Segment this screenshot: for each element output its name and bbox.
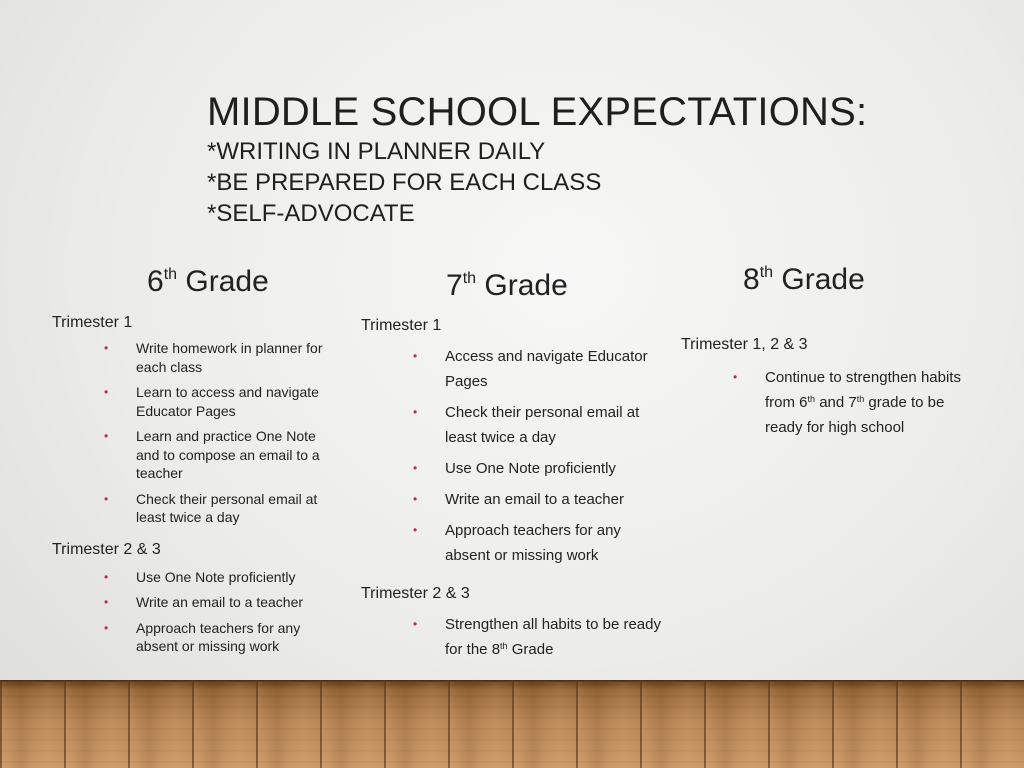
bullet-list	[361, 344, 666, 568]
grade-suffix: th	[759, 264, 774, 281]
bullet-icon: •	[104, 491, 109, 506]
list-item	[104, 427, 342, 483]
list-item-text: Approach teachers for any absent or missing work	[136, 619, 301, 654]
bullet-icon: •	[104, 620, 109, 635]
bullet-icon: •	[413, 617, 418, 631]
list-item	[413, 487, 666, 512]
bullet-icon: •	[733, 370, 738, 384]
bullet-icon: •	[104, 429, 109, 443]
grade-suffix: th	[462, 270, 477, 287]
list-item-text: Learn to access and navigate Educator Pages	[136, 384, 319, 419]
grade-6-heading	[147, 262, 342, 302]
grade-label: Grade	[484, 269, 568, 302]
list-item-text: Approach teachers for any absent or missing work	[445, 522, 621, 564]
list-item	[413, 400, 666, 450]
slide-title: MIDDLE SCHOOL EXPECTATIONS:	[207, 90, 868, 134]
list-item-text: Check their personal email at least twice a day	[136, 490, 318, 525]
bullet-icon: •	[104, 341, 109, 355]
list-item	[104, 383, 342, 420]
list-item-text: and 7	[815, 394, 857, 411]
list-item-text: Continue to strengthen habits from 6	[765, 369, 961, 411]
trimester-label: Trimester 1	[52, 314, 133, 331]
list-item	[413, 456, 666, 481]
grade-label: Grade	[185, 265, 269, 298]
list-item	[104, 568, 342, 587]
list-item-text: Check their personal email at least twice a day	[445, 404, 640, 446]
list-item-text: Use One Note proficiently	[136, 568, 296, 585]
bullet-list	[361, 612, 666, 662]
list-item-text: Write an email to a teacher	[136, 594, 304, 610]
bullet-list	[681, 365, 981, 440]
grade-number: 6	[147, 265, 164, 298]
expectation-line: *SELF-ADVOCATE	[207, 200, 415, 227]
expectation-line: *BE PREPARED FOR EACH CLASS	[207, 169, 602, 196]
list-item-text: Write homework in planner for each class	[136, 340, 323, 375]
bullet-icon: •	[104, 385, 109, 399]
list-item	[104, 593, 342, 612]
bullet-list	[52, 339, 342, 527]
list-item-text: Access and navigate Educator Pages	[445, 348, 648, 390]
list-item-text: Write an email to a teacher	[445, 491, 624, 508]
grade-7-heading	[446, 266, 666, 306]
list-item-text: Grade	[507, 641, 554, 658]
wood-grain-overlay	[0, 684, 1024, 768]
bullet-icon: •	[413, 523, 418, 537]
list-item-text: Learn and practice One Note and to compose an email to a teacher	[136, 428, 320, 481]
list-item	[104, 339, 342, 376]
list-item	[104, 619, 342, 656]
bullet-icon: •	[104, 595, 109, 609]
ordinal-suffix: th	[807, 394, 816, 404]
grade-label: Grade	[781, 263, 865, 296]
grade-6-column	[52, 262, 342, 663]
list-item-text: Use One Note proficiently	[445, 460, 616, 477]
trimester-label: Trimester 1, 2 & 3	[681, 336, 808, 353]
bullet-icon: •	[104, 569, 109, 584]
grade-8-heading	[743, 260, 981, 300]
list-item-text: grade to be ready for high school	[765, 394, 945, 436]
list-item	[413, 612, 666, 662]
grade-suffix: th	[163, 266, 178, 283]
list-item	[733, 365, 981, 440]
grade-7-column	[361, 266, 666, 668]
list-item	[413, 518, 666, 568]
bullet-list	[52, 568, 342, 656]
bullet-icon: •	[413, 461, 418, 475]
trimester-label: Trimester 1	[361, 317, 442, 334]
grade-number: 7	[446, 269, 463, 302]
grade-8-column	[681, 260, 981, 440]
list-item-text: Strengthen all habits to be ready for the 8	[445, 616, 661, 658]
bullet-icon: •	[413, 349, 418, 363]
list-item	[104, 490, 342, 527]
grade-number: 8	[743, 263, 760, 296]
title-block	[207, 88, 987, 229]
list-item	[413, 344, 666, 394]
trimester-label: Trimester 2 & 3	[361, 585, 470, 602]
bullet-icon: •	[413, 405, 418, 419]
expectation-line: *WRITING IN PLANNER DAILY	[207, 138, 546, 165]
bullet-icon: •	[413, 492, 418, 506]
ordinal-suffix: th	[500, 641, 508, 651]
trimester-label: Trimester 2 & 3	[52, 540, 161, 558]
ordinal-suffix: th	[856, 394, 865, 404]
